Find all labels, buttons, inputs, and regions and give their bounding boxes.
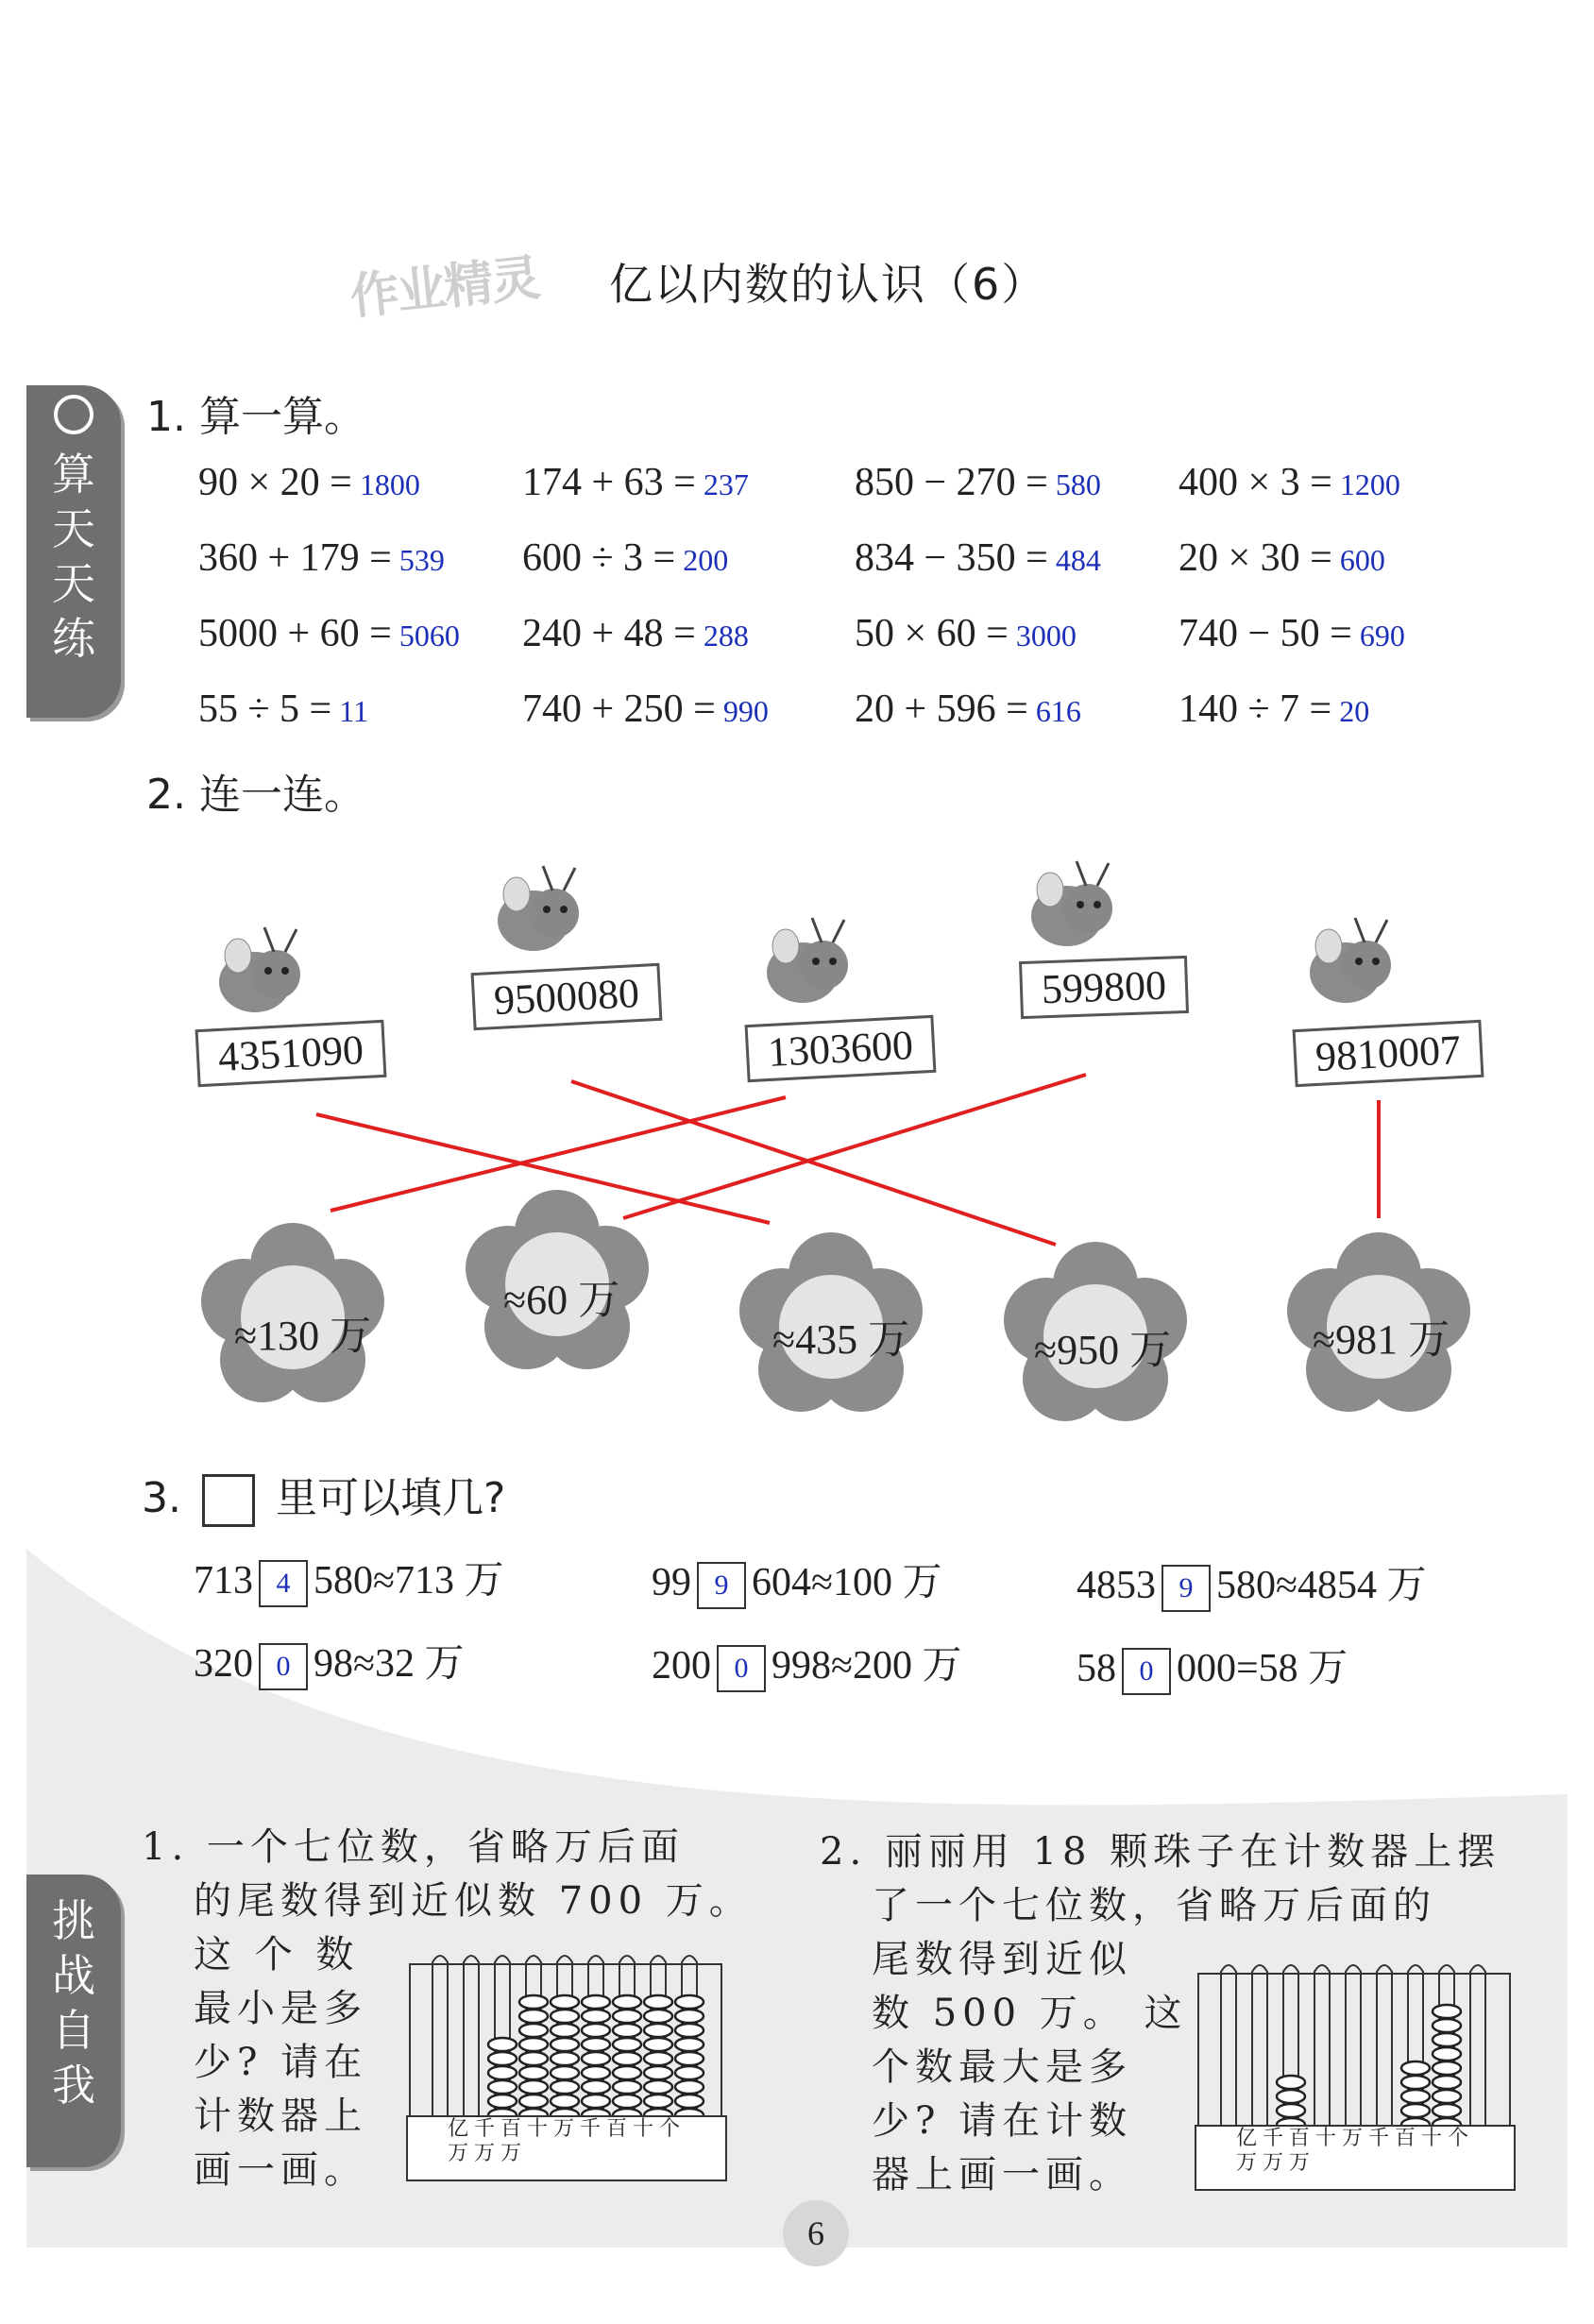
- q3-answer-box[interactable]: 0: [1122, 1648, 1171, 1695]
- q3-answer-box[interactable]: 9: [1162, 1565, 1211, 1612]
- q1-problem: [855, 611, 1077, 656]
- abacus-bead[interactable]: [551, 2066, 579, 2079]
- abacus-bead[interactable]: [519, 2010, 548, 2023]
- q1-answer: 580: [1055, 467, 1101, 501]
- q1-expression: 55 ÷ 5 =: [198, 687, 332, 731]
- abacus-bead[interactable]: [613, 1995, 641, 2009]
- abacus-bead[interactable]: [551, 2095, 579, 2108]
- bee-icon: [1310, 918, 1391, 1003]
- q3-problem: [194, 1549, 504, 1607]
- abacus-bead[interactable]: [551, 2052, 579, 2065]
- abacus-bead[interactable]: [519, 2066, 548, 2079]
- q1-expression: 90 × 20 =: [198, 461, 352, 504]
- q1-problem: [198, 687, 368, 732]
- abacus-rod: [1252, 1965, 1267, 2134]
- number-sign: 599800: [1019, 956, 1189, 1019]
- q1-expression: 50 × 60 =: [855, 612, 1009, 655]
- abacus-bead[interactable]: [675, 2066, 704, 2079]
- abacus-bead[interactable]: [488, 2038, 517, 2051]
- q1-problem: [855, 535, 1101, 581]
- q1-problem: [1179, 535, 1385, 581]
- q1-answer: 3000: [1015, 619, 1077, 653]
- q1-answer: 11: [339, 694, 369, 728]
- q3-suffix: 98≈32 万: [314, 1642, 465, 1686]
- problem-line: 1. 一个七位数，省略万后面: [142, 1825, 685, 1869]
- abacus-bead[interactable]: [675, 2052, 704, 2065]
- problem-line: 器上画一画。: [872, 2153, 1132, 2197]
- abacus-bead[interactable]: [644, 2010, 672, 2023]
- q3-suffix: 580≈713 万: [314, 1559, 504, 1603]
- abacus-rod: [464, 1956, 479, 2125]
- abacus-bead[interactable]: [613, 2080, 641, 2094]
- abacus-bead[interactable]: [675, 2038, 704, 2051]
- abacus-bead[interactable]: [551, 2024, 579, 2037]
- q3-heading: [142, 1464, 505, 1527]
- page-title: 亿以内数的认识（6）: [609, 259, 1047, 310]
- abacus-rod: [1346, 1965, 1361, 2134]
- abacus-rod: [1314, 1965, 1330, 2134]
- q3-answer-box[interactable]: 9: [697, 1562, 746, 1609]
- q1-expression: 834 − 350 =: [855, 536, 1048, 580]
- problem-line: 计数器上: [194, 2095, 367, 2138]
- q1-answer: 1800: [359, 467, 420, 501]
- abacus-bead[interactable]: [644, 2024, 672, 2037]
- q1-answer: 200: [683, 543, 729, 577]
- q3-prefix: 713: [194, 1559, 253, 1603]
- tab-char: 天: [52, 503, 95, 554]
- q3-suffix: 998≈200 万: [772, 1644, 962, 1688]
- q1-expression: 740 + 250 =: [522, 687, 716, 731]
- tab-char: 我: [52, 2060, 95, 2111]
- abacus-bead[interactable]: [644, 1995, 672, 2009]
- abacus-bead[interactable]: [644, 2066, 672, 2079]
- abacus-bead[interactable]: [582, 2095, 610, 2108]
- abacus-bead[interactable]: [582, 2038, 610, 2051]
- problem-line: 了一个七位数，省略万后面的: [872, 1884, 1436, 1927]
- q1-heading: 1. 算一算。: [146, 393, 365, 441]
- abacus-place-labels: 亿千百十万千百十个: [447, 2117, 686, 2141]
- match-line: [623, 1075, 1086, 1218]
- q1-problem: [1179, 460, 1400, 505]
- q1-problem: [198, 460, 420, 505]
- abacus-bead[interactable]: [644, 2095, 672, 2108]
- q3-prefix: 320: [194, 1642, 253, 1686]
- abacus-bead[interactable]: [488, 2095, 517, 2108]
- problem-line: 尾数得到近似: [872, 1938, 1132, 1981]
- q1-answer: 616: [1035, 694, 1081, 728]
- empty-box-icon: [202, 1474, 255, 1527]
- q1-problem: [855, 687, 1081, 732]
- q3-problem: [652, 1634, 962, 1692]
- problem-line: 的尾数得到近似数 700 万。: [194, 1879, 753, 1923]
- flower-label: ≈981 万: [1313, 1316, 1450, 1363]
- abacus-bead[interactable]: [1401, 2104, 1430, 2117]
- page-number: 6: [783, 2200, 849, 2266]
- abacus-rod: [1221, 1965, 1236, 2134]
- q1-answer: 5060: [398, 619, 460, 653]
- q3-prefix: 4853: [1077, 1564, 1156, 1607]
- problem-line: 少? 请在: [194, 2041, 368, 2084]
- q1-problem: [522, 535, 728, 581]
- abacus-place-labels-2: 万万万: [448, 2142, 528, 2165]
- abacus-1: [406, 1945, 727, 2181]
- abacus-bead[interactable]: [1433, 2090, 1461, 2103]
- q1-problem: [1179, 611, 1405, 656]
- tab-char: 练: [52, 613, 95, 664]
- abacus-bead[interactable]: [1401, 2090, 1430, 2103]
- q1-problem: [1179, 687, 1369, 732]
- q3-prefix: 200: [652, 1644, 711, 1688]
- abacus-frame: [1198, 1974, 1510, 2134]
- abacus-base: [406, 2115, 727, 2181]
- abacus-bead[interactable]: [675, 1995, 704, 2009]
- abacus-bead[interactable]: [582, 2066, 610, 2079]
- q3-answer-box[interactable]: 0: [259, 1643, 308, 1690]
- q1-expression: 5000 + 60 =: [198, 612, 392, 655]
- tab-char: 挑: [52, 1895, 95, 1946]
- q1-answer: 600: [1339, 543, 1385, 577]
- abacus-bead[interactable]: [1401, 2061, 1430, 2075]
- match-lines: [316, 1075, 1379, 1245]
- bee-icon: [219, 927, 300, 1012]
- q1-expression: 400 × 3 =: [1179, 461, 1332, 504]
- tab-challenge: [26, 1874, 121, 2167]
- number-sign: 9810007: [1293, 1020, 1484, 1087]
- abacus-bead[interactable]: [488, 2052, 517, 2065]
- abacus-bead[interactable]: [519, 1995, 548, 2009]
- q1-problem: [198, 535, 445, 581]
- q1-expression: 140 ÷ 7 =: [1179, 687, 1332, 731]
- abacus-2: [1195, 1955, 1516, 2191]
- q1-answer: 990: [722, 694, 769, 728]
- abacus-rod: [1470, 1965, 1485, 2134]
- watermark: 作业精灵: [347, 249, 542, 327]
- q3-problem: [1077, 1553, 1427, 1612]
- abacus-rods: [406, 1945, 727, 2125]
- tab-char: 自: [52, 2005, 95, 2056]
- q1-problem: [198, 611, 460, 656]
- q1-expression: 740 − 50 =: [1179, 612, 1352, 655]
- number-sign: 9500080: [471, 963, 663, 1030]
- abacus-bead[interactable]: [1433, 2033, 1461, 2046]
- abacus-bead[interactable]: [613, 2024, 641, 2037]
- q3-prefix: 58: [1077, 1647, 1116, 1690]
- abacus-bead[interactable]: [582, 1995, 610, 2009]
- abacus-bead[interactable]: [1433, 2019, 1461, 2032]
- abacus-bead[interactable]: [613, 2010, 641, 2023]
- flower-label: ≈435 万: [772, 1316, 910, 1363]
- q1-problem: [522, 687, 769, 732]
- abacus-bead[interactable]: [551, 2080, 579, 2094]
- abacus-bead[interactable]: [675, 2095, 704, 2108]
- tab-char: 战: [52, 1950, 95, 2001]
- q1-expression: 360 + 179 =: [198, 536, 392, 580]
- abacus-bead[interactable]: [1277, 2090, 1305, 2103]
- abacus-bead[interactable]: [488, 2066, 517, 2079]
- tab-char: 天: [52, 558, 95, 609]
- abacus-bead[interactable]: [551, 2038, 579, 2051]
- abacus-bead[interactable]: [1433, 2104, 1461, 2117]
- problem-line: 这 个 数: [194, 1933, 360, 1976]
- abacus-bead[interactable]: [675, 2010, 704, 2023]
- problem-line: 最小是多: [194, 1987, 367, 2030]
- q1-expression: 240 + 48 =: [522, 612, 696, 655]
- q1-expression: 20 × 30 =: [1179, 536, 1332, 580]
- q3-answer-box[interactable]: 0: [717, 1645, 766, 1692]
- abacus-bead[interactable]: [1433, 2076, 1461, 2089]
- q2-heading: 2. 连一连。: [146, 771, 365, 819]
- abacus-bead[interactable]: [1277, 2104, 1305, 2117]
- q1-answer: 690: [1359, 619, 1405, 653]
- abacus-bead[interactable]: [582, 2010, 610, 2023]
- number-sign: 1303600: [745, 1015, 937, 1082]
- q3-suffix: 604≈100 万: [752, 1561, 942, 1604]
- q3-problem: [194, 1632, 465, 1690]
- abacus-rod: [1377, 1965, 1392, 2134]
- q1-answer: 20: [1339, 694, 1370, 728]
- bee-icon: [498, 866, 579, 951]
- abacus-bead[interactable]: [644, 2038, 672, 2051]
- abacus-place-labels-2: 万万万: [1236, 2151, 1316, 2175]
- abacus-bead[interactable]: [675, 2024, 704, 2037]
- abacus-bead[interactable]: [1433, 2047, 1461, 2061]
- abacus-bead[interactable]: [644, 2052, 672, 2065]
- problem-line: 数 500 万。 这: [872, 1992, 1188, 2035]
- q3-suffix: 000=58 万: [1177, 1647, 1348, 1690]
- q3-problem: [1077, 1637, 1348, 1695]
- q3-answer-box[interactable]: 4: [259, 1560, 308, 1607]
- q3-instruction: 里可以填几?: [275, 1474, 506, 1522]
- problem-line: 画一画。: [194, 2148, 367, 2192]
- q1-answer: 484: [1055, 543, 1101, 577]
- q1-answer: 288: [703, 619, 749, 653]
- abacus-bead[interactable]: [1277, 2076, 1305, 2089]
- q1-expression: 850 − 270 =: [855, 461, 1048, 504]
- abacus-bead[interactable]: [582, 2052, 610, 2065]
- abacus-rods: [1195, 1955, 1516, 2134]
- abacus-bead[interactable]: [582, 2080, 610, 2094]
- q1-expression: 20 + 596 =: [855, 687, 1028, 731]
- q3-problem: [652, 1551, 942, 1609]
- problem-line: 2. 丽丽用 18 颗珠子在计数器上摆: [820, 1830, 1501, 1874]
- bee-icon: [1031, 861, 1112, 946]
- abacus-bead[interactable]: [519, 2052, 548, 2065]
- q1-problem: [522, 611, 749, 656]
- abacus-bead[interactable]: [1433, 2061, 1461, 2075]
- q3-prefix: 99: [652, 1561, 691, 1604]
- number-sign: 4351090: [195, 1020, 387, 1087]
- abacus-bead[interactable]: [551, 1995, 579, 2009]
- abacus-bead[interactable]: [519, 2080, 548, 2094]
- abacus-bead[interactable]: [644, 2080, 672, 2094]
- q1-expression: 174 + 63 =: [522, 461, 696, 504]
- tab-char: 算: [52, 449, 95, 500]
- q1-answer: 539: [398, 543, 445, 577]
- flower-label: ≈950 万: [1034, 1327, 1172, 1373]
- q1-problem: [522, 460, 749, 505]
- q3-number: 3.: [142, 1474, 181, 1522]
- abacus-bead[interactable]: [519, 2038, 548, 2051]
- problem-line: 少? 请在计数: [872, 2099, 1133, 2143]
- abacus-bead[interactable]: [519, 2024, 548, 2037]
- q1-problem: [855, 460, 1101, 505]
- abacus-base: [1195, 2125, 1516, 2191]
- abacus-bead[interactable]: [551, 2010, 579, 2023]
- q1-answer: 237: [703, 467, 749, 501]
- abacus-rod: [432, 1956, 448, 2125]
- problem-line: 个数最大是多: [872, 2045, 1132, 2089]
- q1-expression: 600 ÷ 3 =: [522, 536, 676, 580]
- flower-label: ≈130 万: [234, 1313, 372, 1359]
- abacus-bead[interactable]: [613, 2095, 641, 2108]
- abacus-bead[interactable]: [675, 2080, 704, 2094]
- abacus-bead[interactable]: [582, 2024, 610, 2037]
- abacus-place-labels: 亿千百十万千百十个: [1235, 2127, 1474, 2150]
- q1-answer: 1200: [1339, 467, 1400, 501]
- flower-label: ≈60 万: [503, 1277, 620, 1323]
- abacus-bead[interactable]: [488, 2080, 517, 2094]
- abacus-bead[interactable]: [1401, 2076, 1430, 2089]
- abacus-bead[interactable]: [519, 2095, 548, 2108]
- bee-icon: [767, 918, 848, 1003]
- abacus-bead[interactable]: [613, 2038, 641, 2051]
- q3-suffix: 580≈4854 万: [1216, 1564, 1427, 1607]
- abacus-bead[interactable]: [613, 2052, 641, 2065]
- abacus-bead[interactable]: [613, 2066, 641, 2079]
- abacus-bead[interactable]: [1433, 2005, 1461, 2018]
